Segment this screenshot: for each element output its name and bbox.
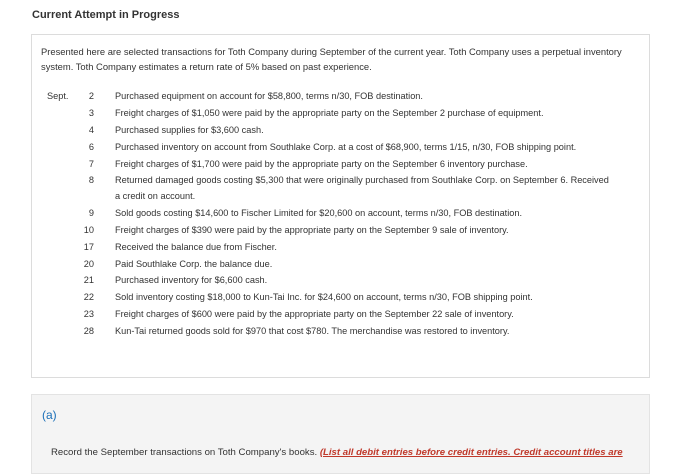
part-a-instruction — [51, 447, 623, 458]
transaction-list — [32, 89, 651, 341]
transaction-description: Freight charges of $1,700 were paid by the appropriate party on the September 6 inventory purchase. — [115, 158, 528, 169]
transaction-row — [32, 206, 651, 222]
transaction-day: 2 — [88, 91, 94, 101]
transaction-row — [32, 140, 651, 156]
instruction-emphasis: (List all debit entries before credit entries. Credit account titles are — [319, 447, 623, 458]
problem-intro: Presented here are selected transactions for Toth Company during September of the current year. Toth Company uses a perpetual inventory system. Toth Company estimates a return rate of 5% based on past experience. — [41, 46, 622, 72]
transaction-row — [32, 257, 651, 273]
transaction-row — [32, 106, 651, 122]
transaction-row — [32, 173, 651, 204]
page-title: Current Attempt in Progress — [32, 9, 180, 21]
transaction-description: Freight charges of $1,050 were paid by the appropriate party on the September 2 purchase of equipment. — [115, 107, 544, 118]
transaction-description: Freight charges of $600 were paid by the appropriate party on the September 22 sale of inventory. — [115, 309, 514, 320]
transaction-day: 3 — [88, 107, 94, 118]
transaction-day: 9 — [88, 207, 94, 218]
transaction-day: 21 — [83, 275, 94, 286]
instruction-text: Record the September transactions on Toth Company's books. — [51, 447, 320, 458]
transaction-row — [32, 157, 651, 173]
transaction-description: Returned damaged goods costing $5,300 that were originally purchased from Southlake Corp. on September 6. Received a credit on account. — [115, 175, 609, 201]
transaction-day: 20 — [83, 258, 94, 269]
transaction-description: Purchased inventory on account from Southlake Corp. at a cost of $68,900, terms 1/15, n/30, FOB shipping point. — [115, 141, 577, 152]
transaction-description: Received the balance due from Fischer. — [115, 241, 277, 252]
transaction-day: 28 — [83, 326, 94, 337]
transaction-description: Sold inventory costing $18,000 to Kun-Tai Inc. for $24,600 on account, terms n/30, FOB shipping point. — [115, 292, 533, 303]
transaction-description: Kun-Tai returned goods sold for $970 that cost $780. The merchandise was restored to inventory. — [115, 326, 510, 337]
transaction-description: Paid Southlake Corp. the balance due. — [115, 258, 273, 269]
transaction-day: 22 — [83, 292, 94, 303]
part-a-panel — [31, 394, 650, 474]
transaction-row — [32, 89, 651, 105]
transaction-day: 23 — [83, 309, 94, 320]
transaction-day: 7 — [88, 158, 94, 169]
transaction-day: 17 — [83, 241, 94, 252]
transaction-day: 4 — [88, 124, 94, 135]
transaction-description: Purchased equipment on account for $58,800, terms n/30, FOB destination. — [115, 91, 423, 101]
transaction-row — [32, 273, 651, 289]
transaction-day: 8 — [88, 175, 94, 186]
transaction-description: Sold goods costing $14,600 to Fischer Limited for $20,600 on account, terms n/30, FOB destination. — [115, 207, 523, 218]
transaction-row — [32, 240, 651, 256]
transaction-day: 10 — [83, 224, 94, 235]
transaction-row — [32, 290, 651, 306]
transaction-row — [32, 223, 651, 239]
transaction-day: 6 — [88, 141, 94, 152]
problem-statement-panel — [31, 34, 650, 378]
transaction-row — [32, 324, 651, 340]
transaction-row — [32, 307, 651, 323]
transaction-description: Freight charges of $390 were paid by the appropriate party on the September 9 sale of inventory. — [115, 224, 509, 235]
transaction-row — [32, 123, 651, 139]
transaction-description: Purchased supplies for $3,600 cash. — [115, 124, 264, 135]
transaction-month: Sept. — [47, 91, 69, 101]
part-a-label: (a) — [42, 408, 57, 422]
transaction-description: Purchased inventory for $6,600 cash. — [115, 275, 268, 286]
